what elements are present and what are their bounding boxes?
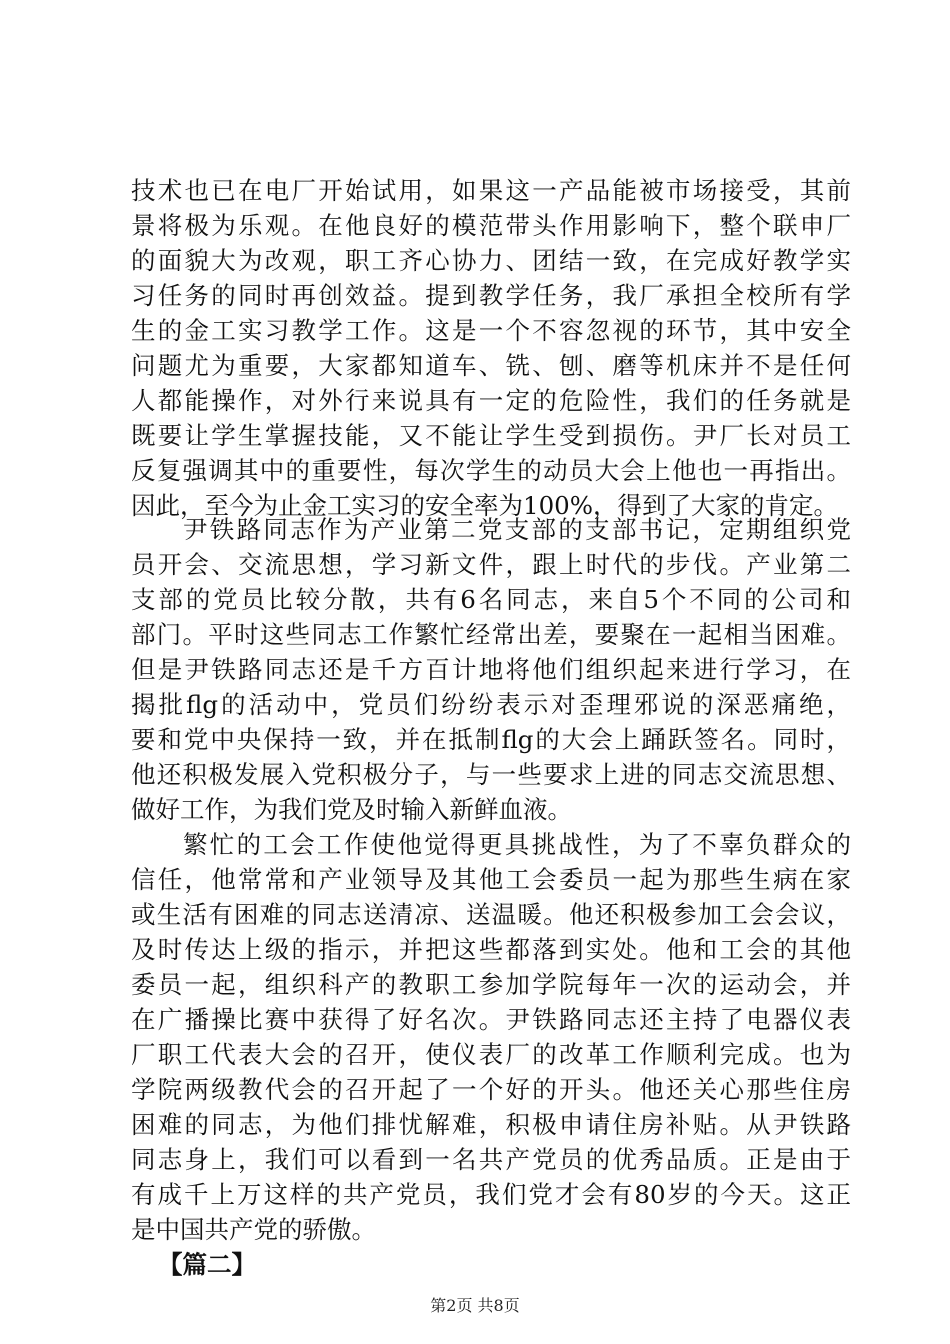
text-line: 要和党中央保持一致，并在抵制flg的大会上踊跃签名。同时， xyxy=(131,725,851,754)
section-heading: 【篇二】 xyxy=(158,1250,256,1279)
text-line: 委员一起，组织科产的教职工参加学院每年一次的运动会，并 xyxy=(131,970,851,999)
text-line: 尹铁路同志作为产业第二党支部的支部书记，定期组织党 xyxy=(183,515,851,544)
text-line: 同志身上，我们可以看到一名共产党员的优秀品质。正是由于 xyxy=(131,1145,851,1174)
text-line: 在广播操比赛中获得了好名次。尹铁路同志还主持了电器仪表 xyxy=(131,1005,851,1034)
text-line: 技术也已在电厂开始试用，如果这一产品能被市场接受，其前 xyxy=(131,176,851,205)
text-line: 困难的同志，为他们排忧解难，积极申请住房补贴。从尹铁路 xyxy=(131,1110,851,1139)
text-line: 既要让学生掌握技能，又不能让学生受到损伤。尹厂长对员工 xyxy=(131,421,851,450)
text-line: 但是尹铁路同志还是千方百计地将他们组织起来进行学习，在 xyxy=(131,655,851,684)
text-line: 揭批flg的活动中，党员们纷纷表示对歪理邪说的深恶痛绝， xyxy=(131,690,851,719)
text-line: 或生活有困难的同志送清凉、送温暖。他还积极参加工会会议， xyxy=(131,900,851,929)
text-line: 学院两级教代会的召开起了一个好的开头。他还关心那些住房 xyxy=(131,1075,851,1104)
text-line: 及时传达上级的指示，并把这些都落到实处。他和工会的其他 xyxy=(131,935,851,964)
text-line: 部门。平时这些同志工作繁忙经常出差，要聚在一起相当困难。 xyxy=(131,620,851,649)
text-line: 支部的党员比较分散，共有6名同志，来自5个不同的公司和 xyxy=(131,585,851,614)
text-line: 景将极为乐观。在他良好的模范带头作用影响下，整个联申厂 xyxy=(131,211,851,240)
text-line: 员开会、交流思想，学习新文件，跟上时代的步伐。产业第二 xyxy=(131,550,851,579)
text-line: 反复强调其中的重要性，每次学生的动员大会上他也一再指出。 xyxy=(131,456,851,485)
text-line: 人都能操作，对外行来说具有一定的危险性，我们的任务就是 xyxy=(131,386,851,415)
text-line: 信任，他常常和产业领导及其他工会委员一起为那些生病在家 xyxy=(131,865,851,894)
text-line: 做好工作，为我们党及时输入新鲜血液。 xyxy=(131,795,572,824)
text-line: 他还积极发展入党积极分子，与一些要求上进的同志交流思想、 xyxy=(131,760,851,789)
text-line: 有成千上万这样的共产党员，我们党才会有80岁的今天。这正 xyxy=(131,1180,851,1209)
text-line: 生的金工实习教学工作。这是一个不容忽视的环节，其中安全 xyxy=(131,316,851,345)
page-footer: 第2页 共8页 xyxy=(430,1296,520,1315)
text-line: 因此，至今为止金工实习的安全率为100%，得到了大家的肯定。 xyxy=(131,491,839,520)
text-line: 的面貌大为改观，职工齐心协力、团结一致，在完成好教学实 xyxy=(131,246,851,275)
text-line: 习任务的同时再创效益。提到教学任务，我厂承担全校所有学 xyxy=(131,281,851,310)
text-line: 繁忙的工会工作使他觉得更具挑战性，为了不辜负群众的 xyxy=(183,830,851,859)
text-line: 是中国共产党的骄傲。 xyxy=(131,1215,376,1244)
text-line: 厂职工代表大会的召开，使仪表厂的改革工作顺利完成。也为 xyxy=(131,1040,851,1069)
text-line: 问题尤为重要，大家都知道车、铣、刨、磨等机床并不是任何 xyxy=(131,351,851,380)
